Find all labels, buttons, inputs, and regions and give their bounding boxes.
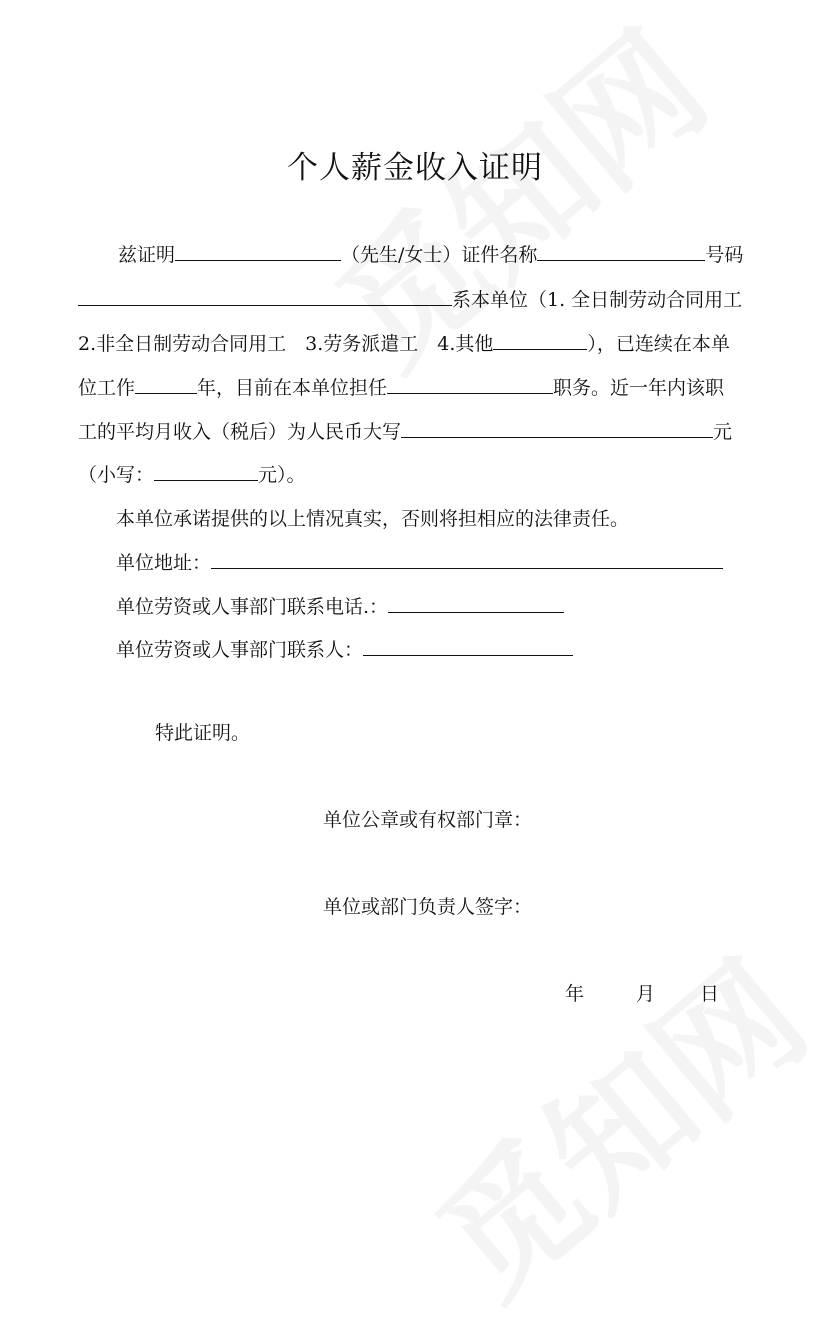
date-month: 月 xyxy=(636,983,656,1005)
number-text: 号码 xyxy=(705,244,744,266)
phone-label: 单位劳资或人事部门联系电话.： xyxy=(116,596,389,618)
signature-label: 单位或部门负责人签字： xyxy=(323,896,533,918)
address-line xyxy=(116,550,723,575)
line-5 xyxy=(78,419,732,444)
line-2 xyxy=(78,287,742,312)
contact-line xyxy=(116,637,573,662)
id-number-blank[interactable] xyxy=(78,287,452,306)
income-uppercase-blank[interactable] xyxy=(401,419,713,438)
watermark-bottom xyxy=(390,910,830,1334)
line-3 xyxy=(78,331,730,356)
position-text: 年，目前在本单位担任 xyxy=(197,377,388,399)
position-blank[interactable] xyxy=(387,375,553,394)
line-6 xyxy=(78,462,306,487)
id-type-blank[interactable] xyxy=(537,242,705,261)
address-blank[interactable] xyxy=(211,550,723,569)
address-label: 单位地址： xyxy=(116,552,212,574)
name-blank[interactable] xyxy=(175,242,341,261)
line-1 xyxy=(118,242,743,267)
continuous-work-text: ），已连续在本单 xyxy=(587,333,730,355)
duty-text: 职务。近一年内该职 xyxy=(553,377,725,399)
promise-text: 本单位承诺提供的以上情况真实，否则将担相应的法律责任。 xyxy=(116,508,630,530)
lowercase-text: （小写： xyxy=(78,464,155,486)
seal-label: 单位公章或有权部门章： xyxy=(323,809,533,831)
yuan-end-text: 元）。 xyxy=(258,464,306,486)
yuan-text: 元 xyxy=(713,421,733,443)
employment-options-text: 2.非全日制劳动合同用工 3.劳务派遣工 4.其他 xyxy=(78,333,494,355)
page-title: 个人薪金收入证明 xyxy=(287,150,543,186)
phone-blank[interactable] xyxy=(388,594,564,613)
certify-text: 特此证明。 xyxy=(155,722,251,744)
date-day: 日 xyxy=(700,983,720,1005)
work-text: 位工作 xyxy=(78,377,136,399)
contact-label: 单位劳资或人事部门联系人： xyxy=(116,639,364,661)
income-text: 工的平均月收入（税后）为人民币大写 xyxy=(78,421,402,443)
gender-id-text: （先生/女士）证件名称 xyxy=(341,244,538,266)
intro-text: 兹证明 xyxy=(118,244,176,266)
years-blank[interactable] xyxy=(135,375,197,394)
line-4 xyxy=(78,375,724,400)
employment-type-text: 系本单位（1. 全日制劳动合同用工 xyxy=(452,289,743,311)
date-year: 年 xyxy=(565,983,585,1005)
contact-blank[interactable] xyxy=(363,637,573,656)
phone-line xyxy=(116,594,564,619)
income-lowercase-blank[interactable] xyxy=(154,462,258,481)
other-type-blank[interactable] xyxy=(493,331,587,350)
